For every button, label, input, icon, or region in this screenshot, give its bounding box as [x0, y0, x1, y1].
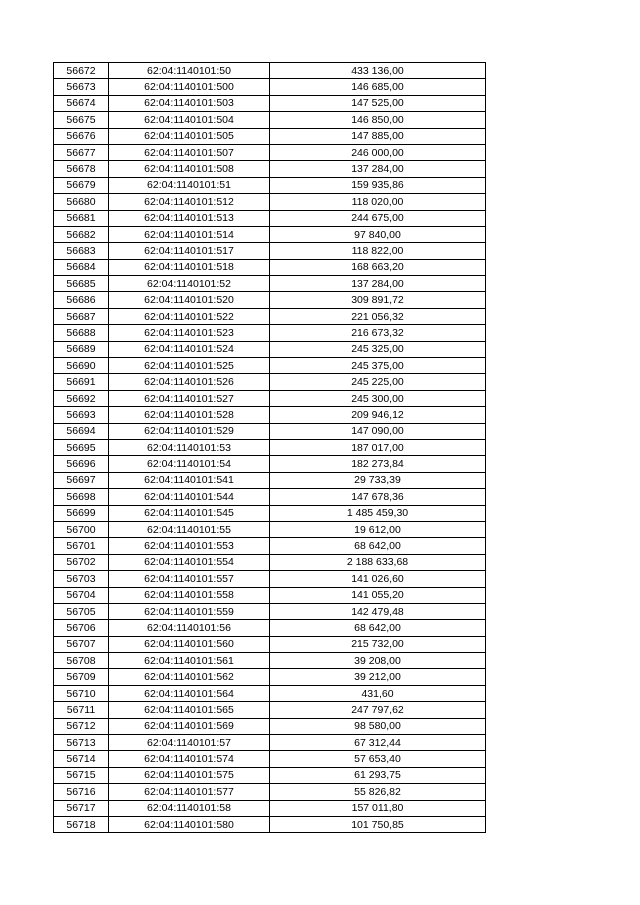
table-row	[54, 784, 486, 800]
table-row	[54, 259, 486, 275]
table-body	[54, 63, 486, 833]
table-row	[54, 194, 486, 210]
cadastral-value-cell: 159 935,86	[270, 177, 486, 193]
cadastral-number-cell: 62:04:1140101:50	[109, 63, 270, 79]
cadastral-number-cell: 62:04:1140101:508	[109, 161, 270, 177]
row-number-cell: 56676	[54, 128, 109, 144]
table-row	[54, 653, 486, 669]
row-number-cell: 56714	[54, 751, 109, 767]
table-row	[54, 702, 486, 718]
table-row	[54, 669, 486, 685]
cadastral-number-cell: 62:04:1140101:56	[109, 620, 270, 636]
table-row	[54, 79, 486, 95]
cadastral-value-cell: 244 675,00	[270, 210, 486, 226]
cadastral-value-cell: 55 826,82	[270, 784, 486, 800]
row-number-cell: 56687	[54, 308, 109, 324]
row-number-cell: 56674	[54, 95, 109, 111]
table-row	[54, 358, 486, 374]
row-number-cell: 56713	[54, 735, 109, 751]
row-number-cell: 56700	[54, 521, 109, 537]
cadastral-value-cell: 215 732,00	[270, 636, 486, 652]
row-number-cell: 56697	[54, 472, 109, 488]
row-number-cell: 56710	[54, 685, 109, 701]
cadastral-number-cell: 62:04:1140101:558	[109, 587, 270, 603]
table-row	[54, 308, 486, 324]
cadastral-number-cell: 62:04:1140101:541	[109, 472, 270, 488]
cadastral-number-cell: 62:04:1140101:53	[109, 439, 270, 455]
table-row	[54, 292, 486, 308]
cadastral-value-cell: 146 850,00	[270, 112, 486, 128]
cadastral-value-cell: 137 284,00	[270, 276, 486, 292]
row-number-cell: 56692	[54, 390, 109, 406]
table-row	[54, 161, 486, 177]
cadastral-value-cell: 141 055,20	[270, 587, 486, 603]
cadastral-value-cell: 245 225,00	[270, 374, 486, 390]
cadastral-number-cell: 62:04:1140101:54	[109, 456, 270, 472]
row-number-cell: 56708	[54, 653, 109, 669]
table-row	[54, 144, 486, 160]
table-row	[54, 538, 486, 554]
cadastral-number-cell: 62:04:1140101:514	[109, 226, 270, 242]
cadastral-number-cell: 62:04:1140101:505	[109, 128, 270, 144]
table-row	[54, 571, 486, 587]
cadastral-number-cell: 62:04:1140101:58	[109, 800, 270, 816]
row-number-cell: 56672	[54, 63, 109, 79]
cadastral-value-cell: 39 212,00	[270, 669, 486, 685]
cadastral-number-cell: 62:04:1140101:580	[109, 816, 270, 832]
table-row	[54, 800, 486, 816]
table-row	[54, 718, 486, 734]
row-number-cell: 56673	[54, 79, 109, 95]
cadastral-value-cell: 141 026,60	[270, 571, 486, 587]
cadastral-value-cell: 147 678,36	[270, 489, 486, 505]
row-number-cell: 56698	[54, 489, 109, 505]
cadastral-value-cell: 431,60	[270, 685, 486, 701]
table-row	[54, 489, 486, 505]
table-row	[54, 276, 486, 292]
table-row	[54, 767, 486, 783]
cadastral-number-cell: 62:04:1140101:574	[109, 751, 270, 767]
cadastral-number-cell: 62:04:1140101:526	[109, 374, 270, 390]
row-number-cell: 56694	[54, 423, 109, 439]
cadastral-number-cell: 62:04:1140101:577	[109, 784, 270, 800]
table-row	[54, 751, 486, 767]
table-row	[54, 472, 486, 488]
cadastral-number-cell: 62:04:1140101:524	[109, 341, 270, 357]
row-number-cell: 56712	[54, 718, 109, 734]
cadastral-value-cell: 39 208,00	[270, 653, 486, 669]
cadastral-number-cell: 62:04:1140101:545	[109, 505, 270, 521]
cadastral-number-cell: 62:04:1140101:55	[109, 521, 270, 537]
row-number-cell: 56705	[54, 603, 109, 619]
table-row	[54, 210, 486, 226]
cadastral-value-table	[53, 62, 486, 833]
table-row	[54, 325, 486, 341]
cadastral-value-cell: 142 479,48	[270, 603, 486, 619]
row-number-cell: 56718	[54, 816, 109, 832]
row-number-cell: 56709	[54, 669, 109, 685]
table-row	[54, 407, 486, 423]
cadastral-number-cell: 62:04:1140101:575	[109, 767, 270, 783]
table-row	[54, 603, 486, 619]
cadastral-value-cell: 1 485 459,30	[270, 505, 486, 521]
cadastral-value-cell: 247 797,62	[270, 702, 486, 718]
table-row	[54, 620, 486, 636]
row-number-cell: 56702	[54, 554, 109, 570]
cadastral-value-cell: 182 273,84	[270, 456, 486, 472]
table-row	[54, 63, 486, 79]
cadastral-value-cell: 57 653,40	[270, 751, 486, 767]
cadastral-number-cell: 62:04:1140101:512	[109, 194, 270, 210]
cadastral-value-cell: 245 325,00	[270, 341, 486, 357]
row-number-cell: 56693	[54, 407, 109, 423]
cadastral-number-cell: 62:04:1140101:553	[109, 538, 270, 554]
cadastral-number-cell: 62:04:1140101:520	[109, 292, 270, 308]
table-row	[54, 587, 486, 603]
table-row	[54, 816, 486, 832]
cadastral-number-cell: 62:04:1140101:525	[109, 358, 270, 374]
cadastral-number-cell: 62:04:1140101:57	[109, 735, 270, 751]
cadastral-number-cell: 62:04:1140101:51	[109, 177, 270, 193]
cadastral-value-cell: 68 642,00	[270, 538, 486, 554]
cadastral-value-cell: 309 891,72	[270, 292, 486, 308]
row-number-cell: 56690	[54, 358, 109, 374]
table-row	[54, 423, 486, 439]
row-number-cell: 56684	[54, 259, 109, 275]
cadastral-value-cell: 146 685,00	[270, 79, 486, 95]
cadastral-number-cell: 62:04:1140101:561	[109, 653, 270, 669]
cadastral-value-cell: 68 642,00	[270, 620, 486, 636]
table-row	[54, 439, 486, 455]
row-number-cell: 56701	[54, 538, 109, 554]
cadastral-value-cell: 216 673,32	[270, 325, 486, 341]
table-row	[54, 521, 486, 537]
cadastral-value-cell: 209 946,12	[270, 407, 486, 423]
table-row	[54, 226, 486, 242]
table-row	[54, 735, 486, 751]
row-number-cell: 56677	[54, 144, 109, 160]
row-number-cell: 56699	[54, 505, 109, 521]
table-row	[54, 554, 486, 570]
cadastral-value-cell: 137 284,00	[270, 161, 486, 177]
row-number-cell: 56689	[54, 341, 109, 357]
cadastral-number-cell: 62:04:1140101:569	[109, 718, 270, 734]
row-number-cell: 56688	[54, 325, 109, 341]
table-row	[54, 390, 486, 406]
row-number-cell: 56682	[54, 226, 109, 242]
row-number-cell: 56695	[54, 439, 109, 455]
cadastral-number-cell: 62:04:1140101:528	[109, 407, 270, 423]
cadastral-value-cell: 97 840,00	[270, 226, 486, 242]
row-number-cell: 56679	[54, 177, 109, 193]
cadastral-number-cell: 62:04:1140101:522	[109, 308, 270, 324]
cadastral-value-cell: 118 020,00	[270, 194, 486, 210]
table-row	[54, 374, 486, 390]
row-number-cell: 56685	[54, 276, 109, 292]
cadastral-number-cell: 62:04:1140101:544	[109, 489, 270, 505]
cadastral-value-cell: 433 136,00	[270, 63, 486, 79]
cadastral-number-cell: 62:04:1140101:527	[109, 390, 270, 406]
cadastral-number-cell: 62:04:1140101:507	[109, 144, 270, 160]
row-number-cell: 56675	[54, 112, 109, 128]
cadastral-value-cell: 147 525,00	[270, 95, 486, 111]
row-number-cell: 56696	[54, 456, 109, 472]
row-number-cell: 56715	[54, 767, 109, 783]
cadastral-value-cell: 118 822,00	[270, 243, 486, 259]
table-row	[54, 685, 486, 701]
cadastral-value-cell: 245 375,00	[270, 358, 486, 374]
cadastral-number-cell: 62:04:1140101:560	[109, 636, 270, 652]
cadastral-value-cell: 101 750,85	[270, 816, 486, 832]
table-row	[54, 177, 486, 193]
cadastral-number-cell: 62:04:1140101:518	[109, 259, 270, 275]
row-number-cell: 56683	[54, 243, 109, 259]
row-number-cell: 56680	[54, 194, 109, 210]
cadastral-number-cell: 62:04:1140101:562	[109, 669, 270, 685]
table-row	[54, 636, 486, 652]
cadastral-number-cell: 62:04:1140101:554	[109, 554, 270, 570]
cadastral-value-cell: 2 188 633,68	[270, 554, 486, 570]
cadastral-number-cell: 62:04:1140101:517	[109, 243, 270, 259]
cadastral-number-cell: 62:04:1140101:559	[109, 603, 270, 619]
cadastral-value-cell: 29 733,39	[270, 472, 486, 488]
table-row	[54, 456, 486, 472]
cadastral-number-cell: 62:04:1140101:557	[109, 571, 270, 587]
cadastral-value-cell: 61 293,75	[270, 767, 486, 783]
table-row	[54, 95, 486, 111]
row-number-cell: 56678	[54, 161, 109, 177]
row-number-cell: 56691	[54, 374, 109, 390]
cadastral-value-cell: 19 612,00	[270, 521, 486, 537]
cadastral-number-cell: 62:04:1140101:565	[109, 702, 270, 718]
cadastral-number-cell: 62:04:1140101:500	[109, 79, 270, 95]
row-number-cell: 56704	[54, 587, 109, 603]
cadastral-value-cell: 147 885,00	[270, 128, 486, 144]
table-row	[54, 112, 486, 128]
cadastral-value-cell: 98 580,00	[270, 718, 486, 734]
cadastral-number-cell: 62:04:1140101:513	[109, 210, 270, 226]
row-number-cell: 56717	[54, 800, 109, 816]
cadastral-number-cell: 62:04:1140101:503	[109, 95, 270, 111]
cadastral-number-cell: 62:04:1140101:52	[109, 276, 270, 292]
row-number-cell: 56681	[54, 210, 109, 226]
cadastral-number-cell: 62:04:1140101:504	[109, 112, 270, 128]
table-row	[54, 341, 486, 357]
cadastral-number-cell: 62:04:1140101:529	[109, 423, 270, 439]
cadastral-number-cell: 62:04:1140101:523	[109, 325, 270, 341]
row-number-cell: 56711	[54, 702, 109, 718]
row-number-cell: 56716	[54, 784, 109, 800]
cadastral-value-cell: 168 663,20	[270, 259, 486, 275]
table-row	[54, 243, 486, 259]
cadastral-value-cell: 246 000,00	[270, 144, 486, 160]
cadastral-value-cell: 187 017,00	[270, 439, 486, 455]
row-number-cell: 56686	[54, 292, 109, 308]
table-row	[54, 128, 486, 144]
row-number-cell: 56707	[54, 636, 109, 652]
row-number-cell: 56706	[54, 620, 109, 636]
table-row	[54, 505, 486, 521]
row-number-cell: 56703	[54, 571, 109, 587]
cadastral-number-cell: 62:04:1140101:564	[109, 685, 270, 701]
cadastral-value-cell: 221 056,32	[270, 308, 486, 324]
cadastral-value-cell: 245 300,00	[270, 390, 486, 406]
cadastral-value-cell: 157 011,80	[270, 800, 486, 816]
cadastral-value-cell: 67 312,44	[270, 735, 486, 751]
cadastral-value-cell: 147 090,00	[270, 423, 486, 439]
